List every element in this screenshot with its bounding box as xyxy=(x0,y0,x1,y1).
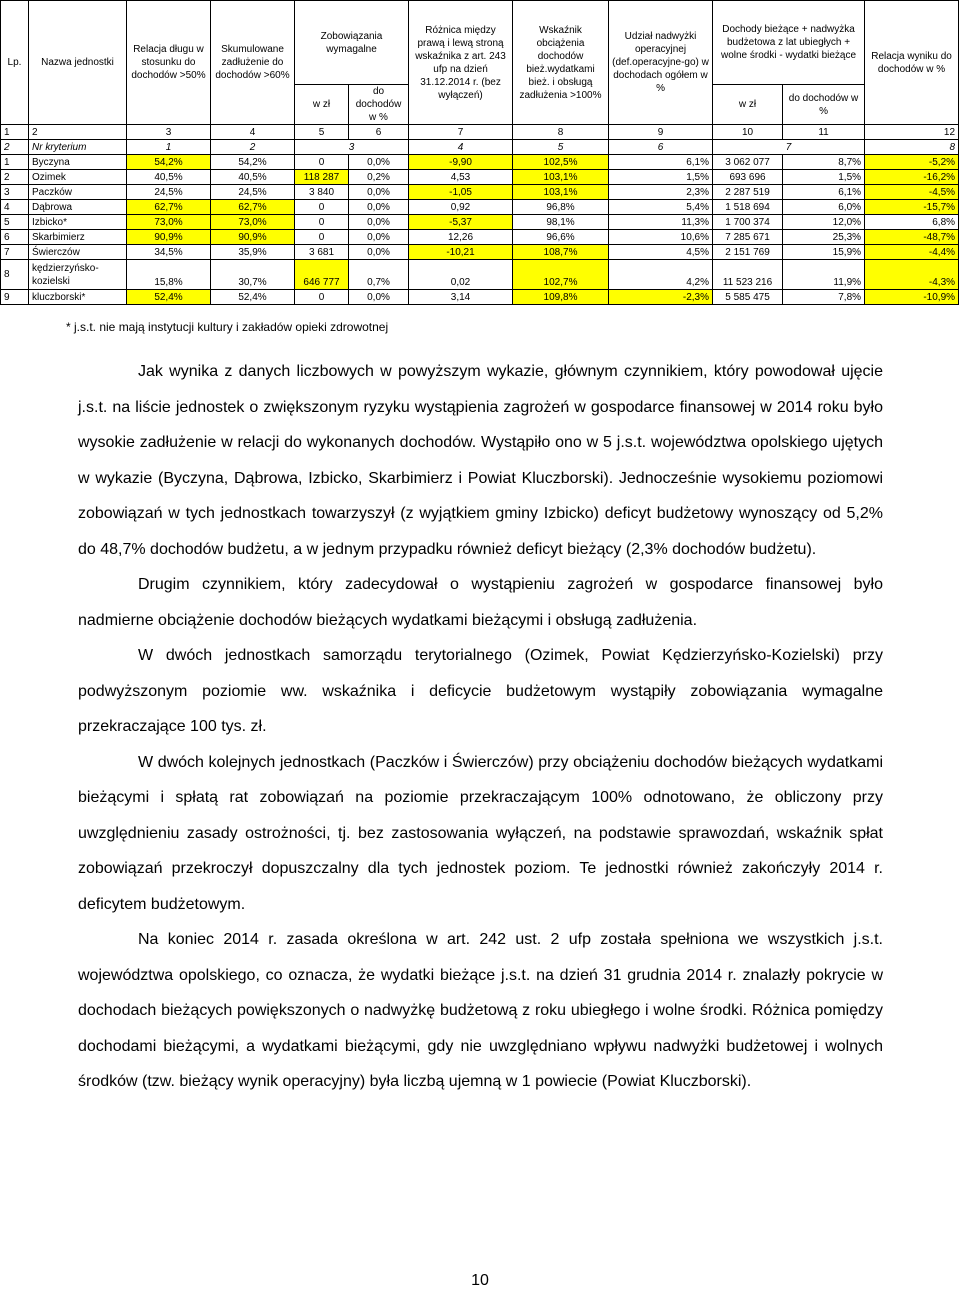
header-difference: Różnica między prawą i lewą stroną wskaźnika z art. 243 ufp na dzień 31.12.2014 r. (bez wyłączeń) xyxy=(409,1,513,125)
cell-obligations-zl: 118 287 xyxy=(295,170,349,185)
header-burden: Wskaźnik obciążenia dochodów bież.wydatkami bież. i obsługą zadłużenia >100% xyxy=(513,1,609,125)
table-row xyxy=(1,155,959,170)
cell-burden: 103,1% xyxy=(513,185,609,200)
row-name: Dąbrowa xyxy=(29,200,127,215)
cell-surplus-share: 2,3% xyxy=(609,185,713,200)
header-obligations-zl: w zł xyxy=(295,85,349,125)
column-number: 5 xyxy=(295,125,349,140)
cell-obligations-pct: 0,0% xyxy=(349,245,409,260)
cell-income-pct: 6,1% xyxy=(783,185,865,200)
cell-obligations-pct: 0,7% xyxy=(349,260,409,290)
body-text xyxy=(78,354,883,1100)
row-lp: 8 xyxy=(1,260,29,290)
row-lp: 5 xyxy=(1,215,29,230)
cell-obligations-pct: 0,0% xyxy=(349,155,409,170)
cell-obligations-zl: 0 xyxy=(295,200,349,215)
cell-burden: 96,6% xyxy=(513,230,609,245)
cell-surplus-share: -2,3% xyxy=(609,290,713,305)
cell-result-ratio: 6,8% xyxy=(865,215,959,230)
criteria-row xyxy=(1,140,959,155)
column-number-row xyxy=(1,125,959,140)
cell-burden: 102,7% xyxy=(513,260,609,290)
header-obligations-pct: do dochodów w % xyxy=(349,85,409,125)
header-debt-ratio: Relacja długu w stosunku do dochodów >50% xyxy=(127,1,211,125)
cell-debt-ratio: 15,8% xyxy=(127,260,211,290)
cell-income-pct: 11,9% xyxy=(783,260,865,290)
row-name-line-1: kędzierzyńsko- xyxy=(32,262,99,274)
cell-debt-ratio: 90,9% xyxy=(127,230,211,245)
cell-difference: 12,26 xyxy=(409,230,513,245)
header-cumulative-debt: Skumulowane zadłużenie do dochodów >60% xyxy=(211,1,295,125)
cell-result-ratio: -4,5% xyxy=(865,185,959,200)
cell-surplus-share: 1,5% xyxy=(609,170,713,185)
column-number: 11 xyxy=(783,125,865,140)
paragraph: W dwóch kolejnych jednostkach (Paczków i Świerczów) przy obciążeniu dochodów bieżących wydatkami bieżącymi i spłatą rat zobowiązań na poziomie przekraczającym 100% odnotowano, że obliczony przy uwzględnieniu zasady ostrożności, tj. bez zastosowania wyłączeń, na podstawie sprawozdań, wskaźnik spłat zobowiązań przekroczył dopuszczalny dla tych jednostek poziom. Te jednostki również zakończyły 2014 r. deficytem budżetowym. xyxy=(78,753,883,913)
header-income-pct: do dochodów w % xyxy=(783,85,865,125)
table-row xyxy=(1,215,959,230)
criteria-number: 3 xyxy=(295,140,409,155)
cell-difference: 0,02 xyxy=(409,260,513,290)
cell-burden: 96,8% xyxy=(513,200,609,215)
column-number: 8 xyxy=(513,125,609,140)
cell-income-pct: 7,8% xyxy=(783,290,865,305)
cell-income-pct: 8,7% xyxy=(783,155,865,170)
cell-debt-ratio: 62,7% xyxy=(127,200,211,215)
cell-cumulative-debt: 90,9% xyxy=(211,230,295,245)
row-name: Ozimek xyxy=(29,170,127,185)
row-lp: 4 xyxy=(1,200,29,215)
paragraph: Jak wynika z danych liczbowych w powyższym wykazie, głównym czynnikiem, który powodował ujęcie j.s.t. na liście jednostek o zwiększonym ryzyku wystąpienia zagrożeń w gospodarce finansowej w 2014 roku było wysokie zadłużenie w relacji do wykonanych dochodów. Wystąpiło ono w 5 j.s.t. województwa opolskiego ujętych w wykazie (Byczyna, Dąbrowa, Izbicko, Skarbimierz i Powiat Kluczborski). Jednocześnie wysokiemu poziomowi zobowiązań w tych jednostkach towarzyszył (z wyjątkiem gminy Izbicko) deficyt budżetowy wynoszący od 5,2% do 48,7% dochodów budżetu, a w jednym przypadku również deficyt bieżący (2,3% dochodów budżetu). xyxy=(78,363,883,558)
cell-debt-ratio: 34,5% xyxy=(127,245,211,260)
cell-debt-ratio: 54,2% xyxy=(127,155,211,170)
cell-cumulative-debt: 24,5% xyxy=(211,185,295,200)
cell-obligations-zl: 0 xyxy=(295,230,349,245)
criteria-number: 7 xyxy=(713,140,865,155)
cell-burden: 98,1% xyxy=(513,215,609,230)
cell-income-zl: 7 285 671 xyxy=(713,230,783,245)
cell-difference: 3,14 xyxy=(409,290,513,305)
data-table-wrapper xyxy=(0,0,958,305)
cell-income-zl: 11 523 216 xyxy=(713,260,783,290)
table-footnote: * j.s.t. nie mają instytucji kultury i zakładów opieki zdrowotnej xyxy=(66,320,389,334)
table-row xyxy=(1,170,959,185)
criteria-number: 4 xyxy=(409,140,513,155)
row-lp: 6 xyxy=(1,230,29,245)
cell-obligations-zl: 3 840 xyxy=(295,185,349,200)
cell-income-zl: 1 700 374 xyxy=(713,215,783,230)
table-row xyxy=(1,230,959,245)
cell-result-ratio: -10,9% xyxy=(865,290,959,305)
cell-surplus-share: 4,2% xyxy=(609,260,713,290)
cell-income-zl: 693 696 xyxy=(713,170,783,185)
cell-cumulative-debt: 52,4% xyxy=(211,290,295,305)
cell-cumulative-debt: 62,7% xyxy=(211,200,295,215)
row-lp: 3 xyxy=(1,185,29,200)
cell-obligations-pct: 0,0% xyxy=(349,185,409,200)
table-row xyxy=(1,245,959,260)
row-name: Świerczów xyxy=(29,245,127,260)
cell-burden: 103,1% xyxy=(513,170,609,185)
cell-income-pct: 6,0% xyxy=(783,200,865,215)
cell-burden: 109,8% xyxy=(513,290,609,305)
header-result-ratio: Relacja wyniku do dochodów w % xyxy=(865,1,959,125)
header-surplus-share: Udział nadwyżki operacyjnej (def.operacyjne-go) w dochodach ogółem w % xyxy=(609,1,713,125)
header-obligations: Zobowiązania wymagalne xyxy=(295,1,409,85)
table-row xyxy=(1,290,959,305)
cell-obligations-zl: 646 777 xyxy=(295,260,349,290)
row-lp: 2 xyxy=(1,170,29,185)
header-lp: Lp. xyxy=(1,1,29,125)
column-number: 10 xyxy=(713,125,783,140)
cell-obligations-pct: 0,0% xyxy=(349,230,409,245)
cell-surplus-share: 5,4% xyxy=(609,200,713,215)
table-row xyxy=(1,185,959,200)
cell-difference: -9,90 xyxy=(409,155,513,170)
cell-cumulative-debt: 35,9% xyxy=(211,245,295,260)
column-number: 2 xyxy=(29,125,127,140)
column-number: 1 xyxy=(1,125,29,140)
cell-obligations-pct: 0,0% xyxy=(349,215,409,230)
column-number: 12 xyxy=(865,125,959,140)
header-income-zl: w zł xyxy=(713,85,783,125)
cell-result-ratio: -5,2% xyxy=(865,155,959,170)
table-row xyxy=(1,260,959,290)
cell-difference: -5,37 xyxy=(409,215,513,230)
cell-income-zl: 3 062 077 xyxy=(713,155,783,170)
row-lp: 7 xyxy=(1,245,29,260)
cell-burden: 108,7% xyxy=(513,245,609,260)
criteria-number: 2 xyxy=(211,140,295,155)
row-lp: 1 xyxy=(1,155,29,170)
page-number: 10 xyxy=(471,1272,489,1289)
cell-difference: -10,21 xyxy=(409,245,513,260)
cell-result-ratio: -4,3% xyxy=(865,260,959,290)
cell-surplus-share: 11,3% xyxy=(609,215,713,230)
cell-difference: 0,92 xyxy=(409,200,513,215)
row-name: kluczborski* xyxy=(29,290,127,305)
cell-obligations-pct: 0,2% xyxy=(349,170,409,185)
cell-debt-ratio: 40,5% xyxy=(127,170,211,185)
cell-debt-ratio: 24,5% xyxy=(127,185,211,200)
column-number: 7 xyxy=(409,125,513,140)
cell-income-pct: 1,5% xyxy=(783,170,865,185)
cell-obligations-zl: 3 681 xyxy=(295,245,349,260)
cell-difference: 4,53 xyxy=(409,170,513,185)
cell-cumulative-debt: 54,2% xyxy=(211,155,295,170)
column-number: 6 xyxy=(349,125,409,140)
row-name xyxy=(29,260,127,290)
cell-income-zl: 5 585 475 xyxy=(713,290,783,305)
cell-debt-ratio: 73,0% xyxy=(127,215,211,230)
cell-surplus-share: 4,5% xyxy=(609,245,713,260)
cell-burden: 102,5% xyxy=(513,155,609,170)
paragraph: Drugim czynnikiem, który zadecydował o wystąpieniu zagrożeń w gospodarce finansowej było nadmierne obciążenie dochodów bieżących wydatkami bieżącymi i obsługą zadłużenia. xyxy=(78,576,883,629)
row-lp: 9 xyxy=(1,290,29,305)
cell-cumulative-debt: 73,0% xyxy=(211,215,295,230)
cell-income-pct: 25,3% xyxy=(783,230,865,245)
criteria-number: 5 xyxy=(513,140,609,155)
cell-obligations-zl: 0 xyxy=(295,215,349,230)
cell-result-ratio: -4,4% xyxy=(865,245,959,260)
data-table xyxy=(0,0,959,305)
row-name-line-2: kozielski xyxy=(32,275,70,287)
column-number: 4 xyxy=(211,125,295,140)
row-name: Byczyna xyxy=(29,155,127,170)
cell-result-ratio: -16,2% xyxy=(865,170,959,185)
criteria-label: Nr kryterium xyxy=(29,140,127,155)
cell-difference: -1,05 xyxy=(409,185,513,200)
cell-debt-ratio: 52,4% xyxy=(127,290,211,305)
cell-income-zl: 2 151 769 xyxy=(713,245,783,260)
row-name: Izbicko* xyxy=(29,215,127,230)
criteria-number: 2 xyxy=(1,140,29,155)
criteria-number: 8 xyxy=(865,140,959,155)
header-name: Nazwa jednostki xyxy=(29,1,127,125)
cell-result-ratio: -48,7% xyxy=(865,230,959,245)
column-number: 9 xyxy=(609,125,713,140)
cell-obligations-pct: 0,0% xyxy=(349,290,409,305)
paragraph: Na koniec 2014 r. zasada określona w art. 242 ust. 2 ufp została spełniona we wszystkich j.s.t. województwa opolskiego, co oznacza, że wydatki bieżące j.s.t. na dzień 31 grudnia 2014 r. znalazły pokrycie w dochodach bieżących powiększonych o nadwyżkę budżetową z roku ubiegłego i wolne środki. Różnica pomiędzy dochodami bieżącymi, a wydatkami bieżącymi, gdy nie uwzględniano wpływu nadwyżki budżetowej i wolnych środków (tzw. bieżący wynik operacyjny) była liczbą ujemną w 1 powiecie (Powiat Kluczborski). xyxy=(78,931,883,1090)
cell-income-zl: 1 518 694 xyxy=(713,200,783,215)
cell-income-pct: 15,9% xyxy=(783,245,865,260)
row-name: Paczków xyxy=(29,185,127,200)
cell-obligations-zl: 0 xyxy=(295,290,349,305)
cell-obligations-pct: 0,0% xyxy=(349,200,409,215)
table-row xyxy=(1,200,959,215)
column-number: 3 xyxy=(127,125,211,140)
criteria-number: 6 xyxy=(609,140,713,155)
cell-obligations-zl: 0 xyxy=(295,155,349,170)
criteria-number: 1 xyxy=(127,140,211,155)
cell-result-ratio: -15,7% xyxy=(865,200,959,215)
cell-surplus-share: 6,1% xyxy=(609,155,713,170)
cell-cumulative-debt: 30,7% xyxy=(211,260,295,290)
cell-income-zl: 2 287 519 xyxy=(713,185,783,200)
cell-surplus-share: 10,6% xyxy=(609,230,713,245)
header-income: Dochody bieżące + nadwyżka budżetowa z lat ubiegłych + wolne środki - wydatki bieżące xyxy=(713,1,865,85)
cell-cumulative-debt: 40,5% xyxy=(211,170,295,185)
paragraph: W dwóch jednostkach samorządu terytorialnego (Ozimek, Powiat Kędzierzyńsko-Kozielski) przy podwyższonym poziomie ww. wskaźnika i deficycie budżetowym wystąpiły zobowiązania wymagalne przekraczające 100 tys. zł. xyxy=(78,647,883,735)
row-name: Skarbimierz xyxy=(29,230,127,245)
cell-income-pct: 12,0% xyxy=(783,215,865,230)
